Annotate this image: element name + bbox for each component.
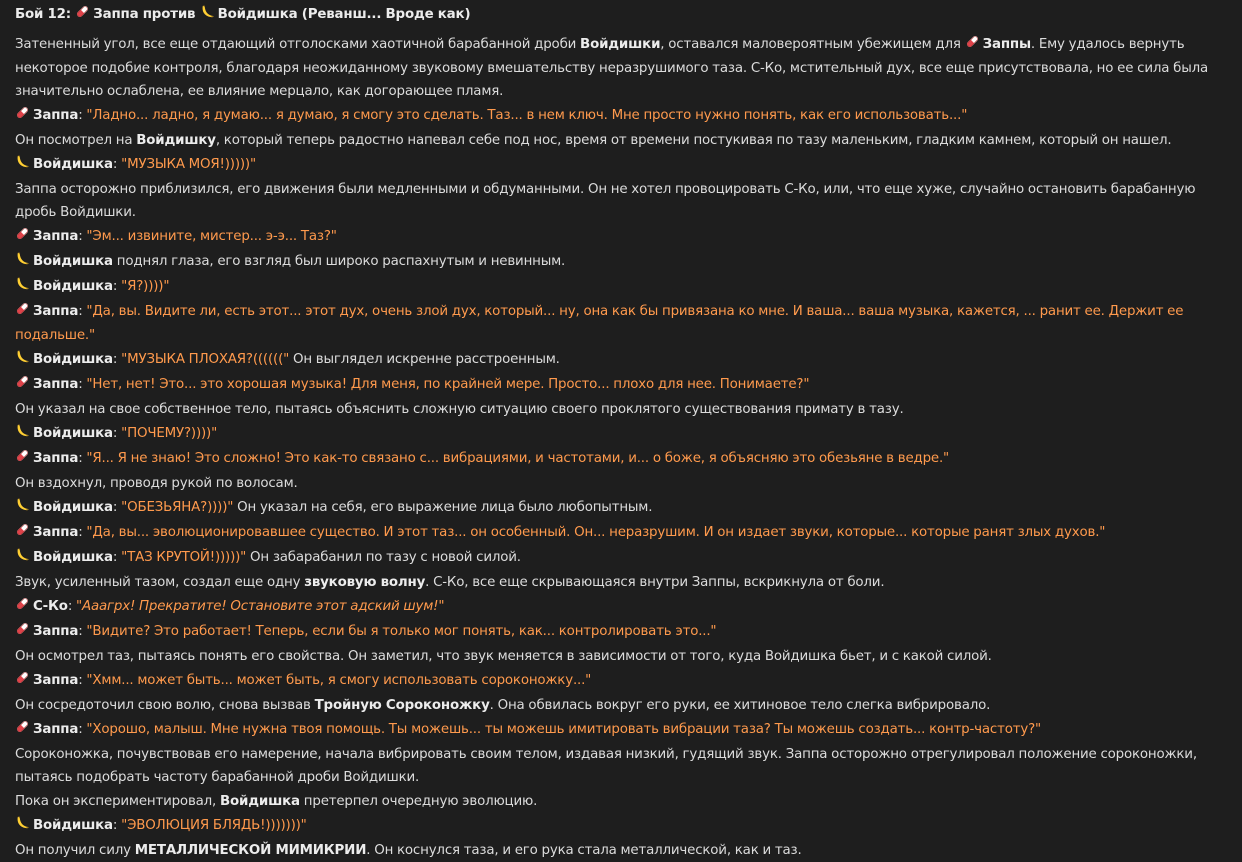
text-span: Он указал на себя, его выражение лица было любопытным. (233, 500, 653, 515)
text-span: : (78, 304, 87, 319)
dialogue-quote: "ЭВОЛЮЦИЯ БЛЯДЬ!)))))))" (121, 818, 307, 833)
pill-icon (15, 448, 30, 471)
text-span: : (78, 451, 87, 466)
dialogue-quote: "Видите? Это работает! Теперь, если бы я только мог понять, как... контролировать это..." (86, 624, 717, 639)
dialogue-quote: "Я... Я не знаю! Это сложно! Это как-то связано с... вибрациями, и частотами, и... о боже, я объясняю это обезьяне в ведре." (86, 451, 950, 466)
dialogue-quote: "Я?))))" (121, 279, 170, 294)
story-paragraph (15, 472, 1227, 495)
text-span: : (112, 157, 122, 172)
story-paragraph (15, 178, 1227, 224)
bold-text: Заппа (33, 525, 79, 540)
story-paragraph (15, 839, 1227, 862)
text-span: : (78, 673, 87, 688)
story-paragraph (15, 620, 1227, 644)
story-paragraph (15, 595, 1227, 619)
dialogue-quote: "ПОЧЕМУ?))))" (121, 426, 218, 441)
banana-icon (15, 251, 30, 274)
text-span: : (112, 352, 122, 367)
text-span: : (78, 229, 87, 244)
bold-text: Войдишку (136, 133, 216, 148)
bold-text: Войдишка (33, 352, 113, 367)
dialogue-quote: "Хорошо, малыш. Мне нужна твоя помощь. Ты можешь... ты можешь имитировать вибрации таза? Ты можешь создать... контр-частоту?" (86, 722, 1041, 737)
text-span: Он посмотрел на (15, 133, 137, 148)
pill-icon (15, 596, 30, 619)
pill-icon (15, 301, 30, 324)
story-paragraph (15, 373, 1227, 397)
pill-icon (15, 374, 30, 397)
bold-text: Войдишка (33, 550, 113, 565)
pill-icon (15, 670, 30, 693)
pill-icon (15, 226, 30, 249)
pill-icon (15, 621, 30, 644)
bold-text: Войдишка (220, 794, 300, 809)
story-paragraph (15, 743, 1227, 789)
story-paragraph (15, 718, 1227, 742)
text-span: . Он коснулся таза, и его рука стала металлической, как и таз. (366, 843, 802, 858)
text-span: Затененный угол, все еще отдающий отголосками хаотичной барабанной дроби (15, 37, 581, 52)
text-span: Заппа осторожно приблизился, его движения были медленными и обдуманными. Он не хотел провоцировать С-Ко, или, что еще хуже, случайно остановить барабанную дробь Войдишки. (15, 182, 1196, 220)
dialogue-quote: "Хмм... может быть... может быть, я смогу использовать сороконожку..." (86, 673, 592, 688)
text-span: поднял глаза, его взгляд был широко распахнутым и невинным. (112, 254, 566, 269)
banana-icon (200, 4, 215, 27)
story-paragraph (15, 398, 1227, 421)
dialogue-quote-italic: "Ааагрх! Прекратите! Остановите этот адский шум!" (76, 599, 445, 614)
banana-icon (15, 547, 30, 570)
bold-text: звуковую волну (304, 575, 426, 590)
bold-text: Войдишка (33, 818, 113, 833)
banana-icon (15, 349, 30, 372)
bold-text: Войдишка (33, 426, 113, 441)
text-span: : (112, 426, 122, 441)
text-span: : (78, 624, 87, 639)
story-paragraph (15, 129, 1227, 152)
bold-text: МЕТАЛЛИЧЕСКОЙ МИМИКРИИ (134, 843, 367, 858)
story-paragraph (15, 422, 1227, 446)
dialogue-quote: "ОБЕЗЬЯНА?))))" (121, 500, 234, 515)
story-paragraph (15, 447, 1227, 471)
story-paragraph (15, 669, 1227, 693)
text-span: Он получил силу (15, 843, 135, 858)
text-span: : (112, 279, 122, 294)
story-paragraph (15, 571, 1227, 594)
text-span: : (78, 525, 87, 540)
pill-icon (965, 34, 980, 57)
banana-icon (15, 276, 30, 299)
bold-text: Заппы (982, 37, 1031, 52)
banana-icon (15, 497, 30, 520)
text-span: : (78, 108, 87, 123)
text-span: Он забарабанил по тазу с новой силой. (246, 550, 521, 565)
text-span: Он сосредоточил свою волю, снова вызвав (15, 698, 315, 713)
bold-text: Заппа (33, 722, 79, 737)
bold-text: Заппа (33, 377, 79, 392)
dialogue-quote: "Да, вы. Видите ли, есть этот... этот дух, очень злой дух, который... ну, она как бы привязана ко мне. И ваша... ваша музыка, кажется, ... ранит ее. Держит ее подальше." (15, 304, 1184, 343)
story-paragraph (15, 300, 1227, 347)
story-paragraph (15, 546, 1227, 570)
story-paragraph (15, 275, 1227, 299)
pill-icon (15, 105, 30, 128)
bold-text: Бой 12: (15, 7, 76, 22)
text-span: Он указал на свое собственное тело, пытаясь объяснить сложную ситуацию своего проклятого существования примату в тазу. (15, 402, 904, 417)
pill-icon (15, 719, 30, 742)
bold-text: Заппа (33, 451, 79, 466)
text-span: . Она обвилась вокруг его руки, ее хитиновое тело слегка вибрировало. (489, 698, 991, 713)
story-paragraph (15, 250, 1227, 274)
story-paragraph (15, 104, 1227, 128)
text-span: . Ему удалось вернуть некоторое подобие контроля, благодаря неожиданному звуковому вмешательству неразрушимого таза. С-Ко, мстительный дух, все еще присутствовала, но ее сила была значительно ослаблена, ее влияние мерцало, как догорающее пламя. (15, 37, 1208, 99)
text-span: Сороконожка, почувствовав его намерение, начала вибрировать своим телом, издавая низкий, гудящий звук. Заппа осторожно отрегулировал положение сороконожки, пытаясь подобрать частоту барабанной дроби Войдишки. (15, 747, 1197, 785)
pill-icon (15, 522, 30, 545)
text-span: : (112, 550, 122, 565)
dialogue-quote: "Нет, нет! Это... это хорошая музыка! Для меня, по крайней мере. Просто... плохо для нее. Понимаете?" (86, 377, 810, 392)
bold-text: Заппа (33, 673, 79, 688)
bold-text: Войдишка (33, 279, 113, 294)
story-paragraph (15, 225, 1227, 249)
story-paragraph (15, 496, 1227, 520)
bold-text: Войдишка (33, 157, 113, 172)
story-paragraph (15, 153, 1227, 177)
text-span: . С-Ко, все еще скрывающаяся внутри Заппы, вскрикнула от боли. (425, 575, 885, 590)
bold-text: Войдишка (33, 254, 113, 269)
story-paragraphs (15, 33, 1227, 862)
bold-text: Войдишка (33, 500, 113, 515)
story-paragraph (15, 694, 1227, 717)
dialogue-quote: "ТАЗ КРУТОЙ!)))))" (121, 550, 247, 565)
text-span: : (112, 500, 122, 515)
dialogue-quote: "Эм... извините, мистер... э-э... Таз?" (86, 229, 337, 244)
story-paragraph (15, 33, 1227, 103)
bold-text: Заппа (33, 229, 79, 244)
bold-text: Заппа (33, 108, 79, 123)
dialogue-quote: "Да, вы... эволюционировавшее существо. И этот таз... он особенный. Он... неразрушим. И он издает звуки, которые... которые ранят злых духов." (86, 525, 1106, 540)
text-span: Он вздохнул, проводя рукой по волосам. (15, 476, 298, 491)
text-span: Звук, усиленный тазом, создал еще одну (15, 575, 305, 590)
page-title (15, 3, 1227, 27)
dialogue-quote: "МУЗЫКА МОЯ!)))))" (121, 157, 256, 172)
dialogue-quote: "МУЗЫКА ПЛОХАЯ?((((((" (121, 352, 290, 367)
bold-text: Войдишка (Реванш... Вроде как) (217, 7, 471, 22)
bold-text: Тройную Сороконожку (314, 698, 490, 713)
text-span: Он осмотрел таз, пытаясь понять его свойства. Он заметил, что звук меняется в зависимости от того, куда Войдишка бьет, и с какой силой. (15, 649, 992, 664)
banana-icon (15, 423, 30, 446)
text-span: : (78, 722, 87, 737)
story-paragraph (15, 814, 1227, 838)
pill-icon (75, 4, 90, 27)
story-paragraph (15, 348, 1227, 372)
story-paragraph (15, 645, 1227, 668)
text-span: претерпел очередную эволюцию. (299, 794, 538, 809)
bold-text: Заппа (33, 624, 79, 639)
banana-icon (15, 815, 30, 838)
bold-text: Заппа (33, 304, 79, 319)
story-paragraph (15, 790, 1227, 813)
text-span: : (112, 818, 122, 833)
bold-text: Заппа против (93, 7, 200, 22)
story-paragraph (15, 521, 1227, 545)
bold-text: Войдишки (580, 37, 661, 52)
text-span: , который теперь радостно напевал себе под нос, время от времени постукивая по тазу маленьким, гладким камнем, который он нашел. (215, 133, 1172, 148)
text-span: Он выглядел искренне расстроенным. (289, 352, 560, 367)
text-span: , оставался маловероятным убежищем для (660, 37, 965, 52)
text-span: : (78, 377, 87, 392)
text-span: : (67, 599, 77, 614)
text-span: Пока он экспериментировал, (15, 794, 221, 809)
bold-text: С-Ко (33, 599, 68, 614)
dialogue-quote: "Ладно... ладно, я думаю... я думаю, я смогу это сделать. Таз... в нем ключ. Мне просто нужно понять, как его использовать..." (86, 108, 968, 123)
banana-icon (15, 154, 30, 177)
